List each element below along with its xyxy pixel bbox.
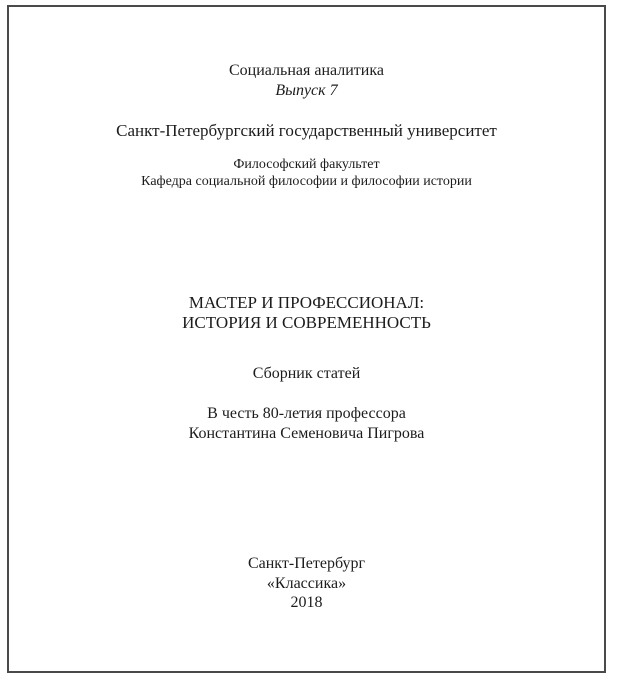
imprint-year: 2018 bbox=[290, 594, 323, 611]
issue-number: Выпуск 7 bbox=[275, 82, 338, 99]
faculty-name: Философский факультет bbox=[233, 157, 380, 172]
university-name: Санкт-Петербургский государственный университет bbox=[116, 121, 497, 140]
title-page bbox=[7, 5, 606, 673]
dedication-line-2: Константина Семеновича Пигрова bbox=[188, 425, 425, 442]
imprint-city: Санкт-Петербург bbox=[247, 555, 366, 572]
book-subtitle: Сборник статей bbox=[252, 365, 361, 382]
dedication-line-1: В честь 80-летия профессора bbox=[207, 405, 406, 422]
series-title: Социальная аналитика bbox=[229, 62, 384, 79]
imprint-publisher: «Классика» bbox=[266, 575, 347, 592]
book-title-line-1: МАСТЕР И ПРОФЕССИОНАЛ: bbox=[188, 293, 425, 312]
department-name: Кафедра социальной философии и философии истории bbox=[141, 174, 472, 189]
book-title-line-2: ИСТОРИЯ И СОВРЕМЕННОСТЬ bbox=[182, 313, 431, 332]
